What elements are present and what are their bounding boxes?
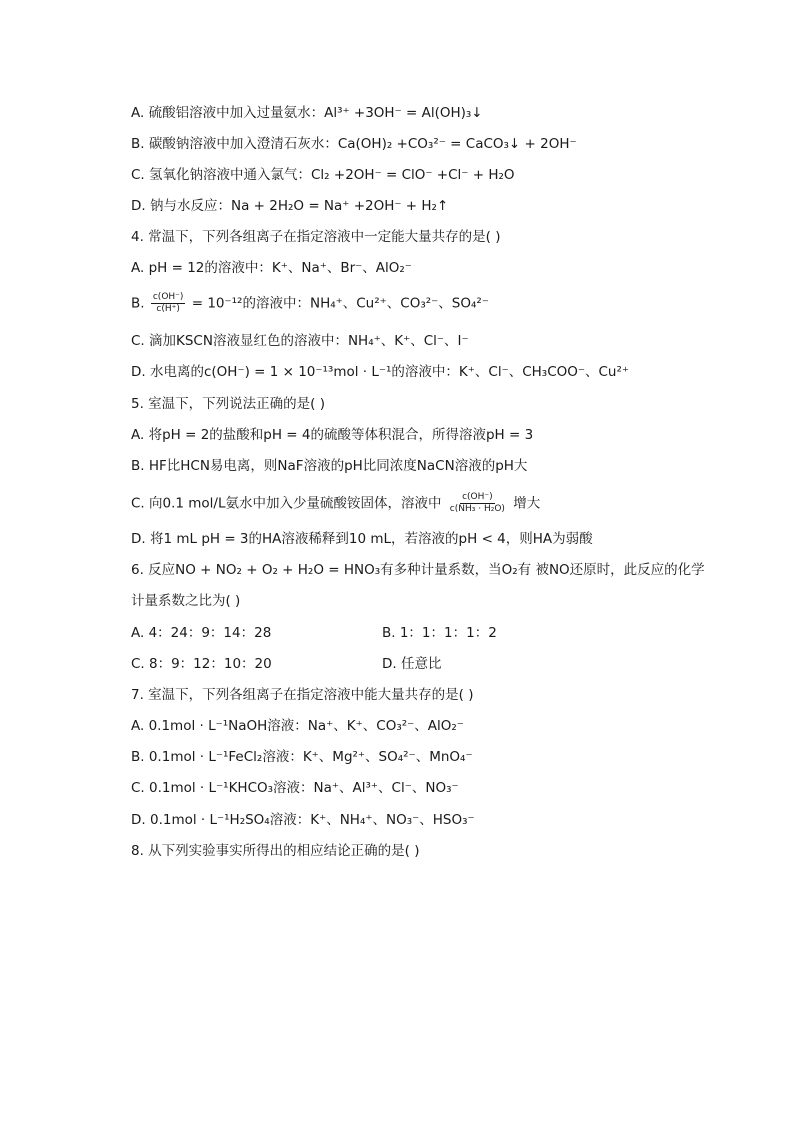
option-d-q7: D. 0.1mol · L⁻¹H₂SO₄溶液：K⁺、NH₄⁺、NO₃⁻、HSO₃⁻: [131, 812, 475, 828]
option-d-q6: D. 任意比: [382, 656, 442, 672]
option-c-q3: C. 氢氧化钠溶液中通入氯气：Cl₂ +2OH⁻ = ClO⁻ +Cl⁻ + H₂O: [131, 167, 515, 183]
option-b-q7: B. 0.1mol · L⁻¹FeCl₂溶液：K⁺、Mg²⁺、SO₄²⁻、MnO₄⁻: [131, 749, 473, 765]
option-d-q5: D. 将1 mL pH = 3的HA溶液稀释到10 mL，若溶液的pH < 4，则HA为弱酸: [131, 531, 593, 547]
question-6-cont: 计量系数之比为( ): [131, 593, 241, 609]
option-b-q4: [131, 292, 489, 315]
option-label: B.: [131, 295, 145, 312]
option-c-q5: [131, 492, 540, 515]
question-5: 5. 室温下，下列说法正确的是( ): [131, 396, 325, 412]
option-a-q5: A. 将pH = 2的盐酸和pH = 4的硫酸等体积混合，所得溶液pH = 3: [131, 427, 534, 443]
option-c-q4: C. 滴加KSCN溶液显红色的溶液中：NH₄⁺、K⁺、Cl⁻、I⁻: [131, 333, 469, 349]
fraction: [448, 492, 507, 515]
question-4: 4. 常温下，下列各组离子在指定溶液中一定能大量共存的是( ): [131, 229, 501, 245]
option-a-q3: A. 硫酸铝溶液中加入过量氨水：Al³⁺ +3OH⁻ = Al(OH)₃↓: [131, 105, 483, 121]
option-d-q4: D. 水电离的c(OH⁻) = 1 × 10⁻¹³mol · L⁻¹的溶液中：K⁺、Cl⁻、CH₃COO⁻、Cu²⁺: [131, 364, 630, 380]
question-8: 8. 从下列实验事实所得出的相应结论正确的是( ): [131, 843, 420, 859]
option-a-q7: A. 0.1mol · L⁻¹NaOH溶液：Na⁺、K⁺、CO₃²⁻、AlO₂⁻: [131, 718, 464, 734]
option-c-q7: C. 0.1mol · L⁻¹KHCO₃溶液：Na⁺、Al³⁺、Cl⁻、NO₃⁻: [131, 780, 459, 796]
option-b-q6: B. 1：1：1：1：2: [382, 625, 497, 641]
question-6: 6. 反应NO + NO₂ + O₂ + H₂O = HNO₃有多种计量系数，当O₂有 被NO还原时，此反应的化学: [131, 562, 705, 578]
option-a-q4: A. pH = 12的溶液中：K⁺、Na⁺、Br⁻、AlO₂⁻: [131, 260, 412, 276]
option-c-q6: C. 8：9：12：10：20: [131, 656, 272, 672]
fraction: [151, 292, 186, 315]
option-text-end: 增大: [513, 495, 541, 512]
option-a-q6: A. 4：24：9：14：28: [131, 625, 272, 641]
fraction-denominator: c(H⁺): [156, 304, 180, 314]
question-7: 7. 室温下，下列各组离子在指定溶液中能大量共存的是( ): [131, 687, 474, 703]
option-b-q3: B. 碳酸钠溶液中加入澄清石灰水：Ca(OH)₂ +CO₃²⁻ = CaCO₃↓ + 2OH⁻: [131, 136, 577, 152]
fraction-denominator: c(NH₃ · H₂O): [449, 504, 505, 514]
option-b-q5: B. HF比HCN易电离，则NaF溶液的pH比同浓度NaCN溶液的pH大: [131, 458, 528, 474]
option-d-q3: D. 钠与水反应：Na + 2H₂O = Na⁺ +2OH⁻ + H₂↑: [131, 198, 449, 214]
option-text: = 10⁻¹²的溶液中：NH₄⁺、Cu²⁺、CO₃²⁻、SO₄²⁻: [191, 295, 489, 312]
fraction-numerator: c(OH⁻): [462, 492, 493, 502]
fraction-numerator: c(OH⁻): [152, 292, 184, 302]
option-text: C. 向0.1 mol/L氨水中加入少量硫酸铵固体，溶液中: [131, 495, 442, 512]
